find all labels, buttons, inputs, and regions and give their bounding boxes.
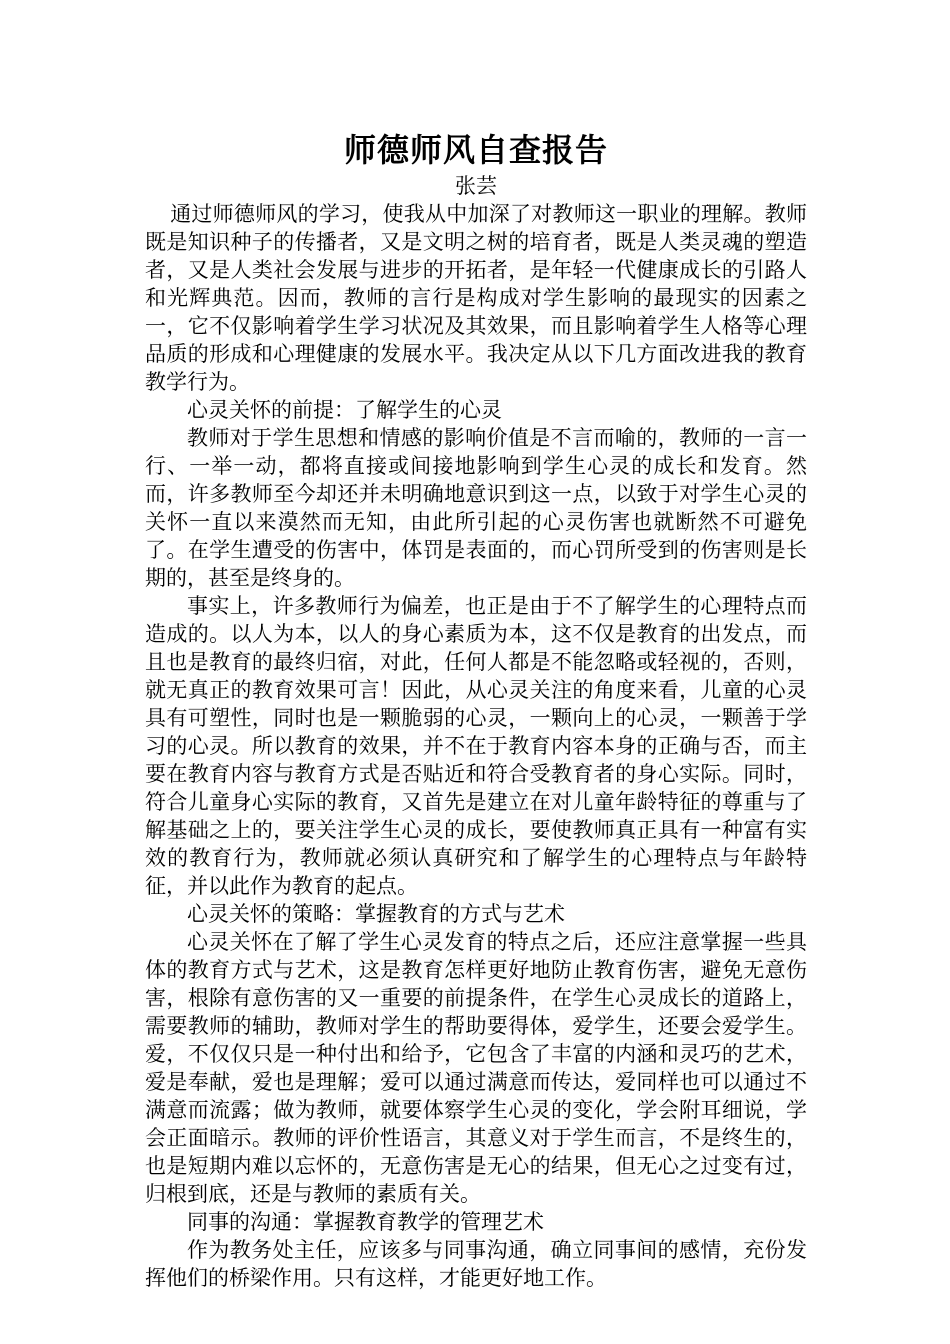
section3-paragraph-1: 作为教务处主任，应该多与同事沟通，确立同事间的感情，充份发挥他们的桥梁作用。只有这样，才能更好地工作。	[145, 1238, 807, 1290]
document-title: 师德师风自查报告	[343, 131, 608, 169]
section1-paragraph-2: 事实上，许多教师行为偏差，也正是由于不了解学生的心理特点而造成的。以人为本，以人的身心素质为本，这不仅是教育的出发点，而且也是教育的最终归宿，对此，任何人都是不能忽略或轻视的，否则，就无真正的教育效果可言！因此，从心灵关注的角度来看，儿童的心灵具有可塑性，同时也是一颗脆弱的心灵，一颗向上的心灵，一颗善于学习的心灵。所以教育的效果，并不在于教育内容本身的正确与否，而主要在教育内容与教育方式是否贴近和符合受教育者的身心实际。同时，符合儿童身心实际的教育，又首先是建立在对儿童年龄特征的尊重与了解基础之上的，要关注学生心灵的成长，要使教师真正具有一种富有实效的教育行为，教师就必须认真研究和了解学生的心理特点与年龄特征，并以此作为教育的起点。	[145, 594, 807, 898]
section-heading-understanding: 心灵关怀的前提：了解学生的心灵	[187, 398, 502, 422]
section1-paragraph-1: 教师对于学生思想和情感的影响价值是不言而喻的，教师的一言一行、一举一动，都将直接或间接地影响到学生心灵的成长和发育。然而，许多教师至今却还并未明确地意识到这一点，以致于对学生心灵的关怀一直以来漠然而无知，由此所引起的心灵伤害也就断然不可避免了。在学生遭受的伤害中，体罚是表面的，而心罚所受到的伤害则是长期的，甚至是终身的。	[145, 426, 807, 590]
section2-paragraph-1: 心灵关怀在了解了学生心灵发育的特点之后，还应注意掌握一些具体的教育方式与艺术，这是教育怎样更好地防止教育伤害，避免无意伤害，根除有意伤害的又一重要的前提条件，在学生心灵成长的道路上，需要教师的辅助，教师对学生的帮助要得体，爱学生，还要会爱学生。爱，不仅仅只是一种付出和给予，它包含了丰富的内涵和灵巧的艺术，爱是奉献，爱也是理解；爱可以通过满意而传达，爱同样也可以通过不满意而流露；做为教师，就要体察学生心灵的变化，学会附耳细说，学会正面暗示。教师的评价性语言，其意义对于学生而言，不是终生的，也是短期内难以忘怀的，无意伤害是无心的结果，但无心之过变有过，归根到底，还是与教师的素质有关。	[145, 930, 807, 1206]
document-author: 张芸	[455, 174, 497, 198]
section-heading-strategy: 心灵关怀的策略：掌握教育的方式与艺术	[187, 902, 565, 926]
section-heading-communication: 同事的沟通：掌握教育教学的管理艺术	[187, 1210, 544, 1234]
intro-paragraph: 通过师德师风的学习，使我从中加深了对教师这一职业的理解。教师既是知识种子的传播者，又是文明之树的培育者，既是人类灵魂的塑造者，又是人类社会发展与进步的开拓者，是年轻一代健康成长的引路人和光辉典范。因而，教师的言行是构成对学生影响的最现实的因素之一，它不仅影响着学生学习状况及其效果，而且影响着学生人格等心理品质的形成和心理健康的发展水平。我决定从以下几方面改进我的教育教学行为。	[145, 202, 807, 394]
document-page	[145, 128, 807, 1292]
